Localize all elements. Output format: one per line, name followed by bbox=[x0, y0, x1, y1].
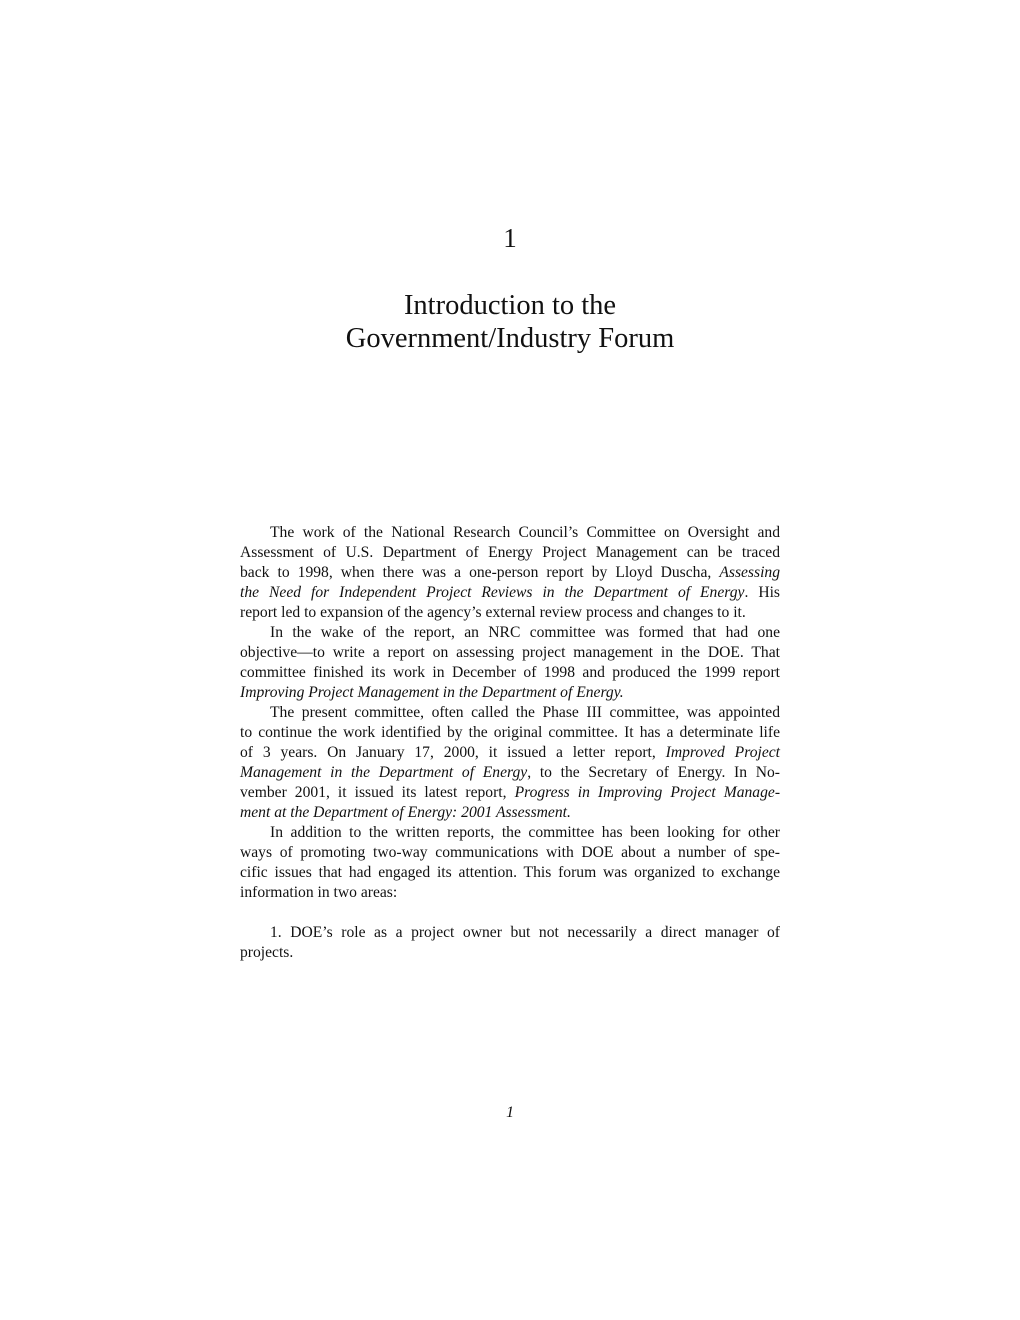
paragraph-gap bbox=[240, 903, 780, 923]
text-span: Assessment of U.S. Department of Energy Project Management can be traced bbox=[240, 544, 780, 561]
text-line bbox=[240, 863, 780, 883]
italic-title-text: Assessing bbox=[719, 564, 780, 581]
text-line bbox=[240, 683, 780, 703]
text-line bbox=[240, 763, 780, 783]
text-line bbox=[240, 803, 780, 823]
paragraph bbox=[240, 523, 780, 623]
italic-title-text: Progress in Improving Project Manage- bbox=[514, 784, 781, 801]
text-line bbox=[240, 843, 780, 863]
text-span: The present committee, often called the Phase III committee, was appointed bbox=[270, 704, 780, 721]
chapter-title-line: Introduction to the bbox=[403, 290, 617, 321]
paragraph bbox=[240, 703, 780, 823]
text-line bbox=[240, 523, 780, 543]
text-line bbox=[240, 823, 780, 843]
paragraph bbox=[240, 823, 780, 903]
body-text bbox=[240, 523, 780, 963]
text-line bbox=[240, 743, 780, 763]
text-span: objective—to write a report on assessing project management in the DOE. That bbox=[240, 644, 780, 661]
paragraph bbox=[240, 923, 780, 963]
text-span: 1. DOE’s role as a project owner but not necessarily a direct manager of bbox=[270, 924, 780, 941]
chapter-number: 1 bbox=[503, 223, 517, 253]
text-line bbox=[240, 723, 780, 743]
text-line bbox=[240, 663, 780, 683]
text-span: to continue the work identified by the original committee. It has a determinate life bbox=[240, 724, 780, 741]
text-span: ways of promoting two-way communications with DOE about a number of spe- bbox=[240, 844, 780, 861]
paragraph bbox=[240, 623, 780, 703]
text-span: report led to expansion of the agency’s external review process and changes to it. bbox=[240, 604, 746, 621]
text-line bbox=[240, 603, 780, 623]
text-line bbox=[240, 643, 780, 663]
text-line bbox=[240, 703, 780, 723]
text-line bbox=[240, 563, 780, 583]
text-span: . His bbox=[744, 584, 780, 601]
italic-title-text: Improving Project Management in the Department of Energy. bbox=[240, 684, 624, 701]
italic-title-text: the Need for Independent Project Reviews in the Department of Energy bbox=[240, 584, 745, 601]
text-line bbox=[240, 923, 780, 943]
text-line bbox=[240, 783, 780, 803]
text-span: of 3 years. On January 17, 2000, it issued a letter report, bbox=[240, 744, 666, 761]
italic-title-text: ment at the Department of Energy: 2001 Assessment. bbox=[240, 804, 571, 821]
text-span: cific issues that had engaged its attention. This forum was organized to exchange bbox=[240, 864, 780, 881]
text-line bbox=[240, 583, 780, 603]
text-span: , to the Secretary of Energy. In No- bbox=[527, 764, 781, 781]
chapter-title-line: Government/Industry Forum bbox=[345, 323, 675, 354]
text-span: The work of the National Research Council’s Committee on Oversight and bbox=[270, 524, 780, 541]
chapter-title bbox=[0, 289, 1020, 355]
text-line bbox=[240, 543, 780, 563]
text-span: information in two areas: bbox=[240, 884, 398, 901]
italic-title-text: Management in the Department of Energy bbox=[240, 764, 528, 781]
text-line bbox=[240, 943, 780, 963]
text-span: committee finished its work in December of 1998 and produced the 1999 report bbox=[240, 664, 780, 681]
italic-title-text: Improved Project bbox=[665, 744, 781, 761]
text-span: back to 1998, when there was a one-person report by Lloyd Duscha, bbox=[240, 564, 720, 581]
page-number: 1 bbox=[506, 1104, 514, 1121]
text-line bbox=[240, 883, 780, 903]
text-span: In addition to the written reports, the committee has been looking for other bbox=[270, 824, 780, 841]
text-span: vember 2001, it issued its latest report, bbox=[240, 784, 515, 801]
text-span: In the wake of the report, an NRC committee was formed that had one bbox=[270, 624, 780, 641]
text-span: projects. bbox=[240, 944, 294, 961]
text-line bbox=[240, 623, 780, 643]
